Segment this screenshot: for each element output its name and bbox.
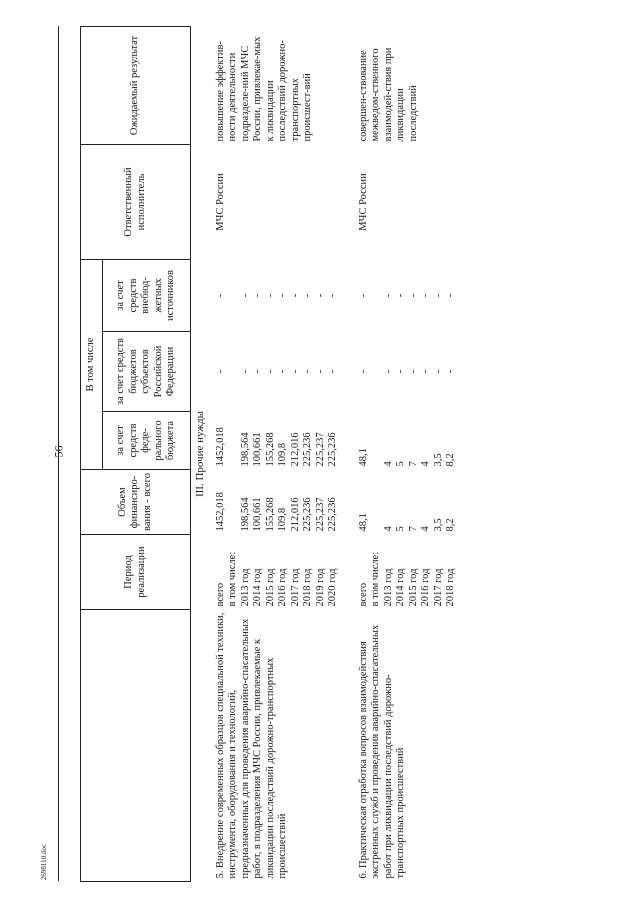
header-extra: за счет средств внебюд-жетных источников	[103, 260, 191, 332]
federal-cell	[370, 412, 383, 470]
federal-cell: 155,268	[264, 432, 276, 467]
table-body	[191, 27, 458, 882]
regional-cell: -	[264, 369, 276, 374]
period-cell: 2015 год	[264, 568, 276, 607]
period-cell: 2016 год	[420, 568, 431, 607]
landscape-table-page	[58, 27, 588, 882]
volume-cell	[370, 470, 383, 535]
regional-cell: -	[327, 369, 338, 374]
regional-cell: -	[314, 369, 326, 374]
regional-cell: -	[252, 369, 263, 374]
volume-cell: 109,8	[277, 507, 288, 532]
header-in-that: В том числе	[81, 260, 103, 470]
table-row	[215, 27, 228, 882]
extra-cell: -	[277, 293, 288, 298]
regional-cell: -	[289, 369, 301, 374]
extra-cell: -	[314, 293, 326, 298]
period-cell: 2014 год	[252, 568, 263, 607]
federal-cell: 109,8	[277, 442, 288, 467]
regional-cell: -	[357, 369, 369, 374]
volume-cell: 155,268	[264, 497, 276, 532]
extra-cell: -	[252, 293, 263, 298]
federal-cell: 8,2	[445, 453, 456, 467]
row-gap-cell	[340, 27, 358, 882]
volume-cell: 225,237	[314, 497, 326, 532]
document-code: 2698110.doc	[40, 843, 48, 881]
regional-cell: -	[420, 369, 431, 374]
header-blank	[59, 535, 81, 610]
volume-cell: 8,2	[445, 518, 456, 532]
responsible-cell: МЧС России	[357, 173, 369, 231]
extra-cell: -	[302, 293, 313, 298]
federal-cell: 3,5	[432, 453, 444, 467]
responsible-cell: МЧС России	[214, 173, 226, 231]
volume-cell: 4	[382, 526, 394, 532]
header-blank	[59, 470, 81, 535]
activity-description: 5. Внедрение современных образцов специальной техники, инструмента, оборудования и технологий, предназначенных для проведения аварийно-спасательных работ, в подразделения МЧС России, привлекаемые к ликвидации последствий дорожно-транспортных происшествий	[214, 612, 288, 879]
volume-cell: 225,236	[327, 497, 338, 532]
extra-cell: -	[289, 293, 301, 298]
result-cell: совершен-ствование межведом-ственного взаимодей-ствия при ликвидации последствий	[357, 47, 419, 142]
volume-cell: 48,1	[357, 513, 369, 532]
federal-cell: 5	[395, 461, 406, 467]
period-cell: 2016 год	[277, 568, 288, 607]
federal-cell: 225,237	[314, 432, 326, 467]
extra-cell: -	[382, 293, 394, 298]
volume-cell: 1452,018	[214, 492, 226, 532]
header-blank	[59, 412, 81, 470]
activity-description: 6. Практическая отработка вопросов взаимодействия экстренных служб и проведения аварийно-спасательных работ при ликвидации последствий дорожно-транспортных происшествий	[357, 624, 406, 879]
volume-cell: 7	[407, 526, 419, 532]
volume-cell	[227, 470, 240, 535]
extra-cell: -	[420, 293, 431, 298]
volume-cell: 4	[420, 526, 431, 532]
extra-cell: -	[432, 293, 444, 298]
regional-cell: -	[395, 369, 406, 374]
federal-cell: 212,016	[289, 432, 301, 467]
federal-cell: 198,564	[239, 432, 251, 467]
federal-cell: 7	[407, 461, 419, 467]
row-gap	[340, 27, 358, 882]
header-period: Период реализации	[81, 535, 191, 610]
volume-cell: 225,236	[302, 497, 313, 532]
federal-cell: 100,661	[252, 432, 263, 467]
federal-cell: 225,236	[302, 432, 313, 467]
regional-cell: -	[445, 369, 456, 374]
period-cell: 2014 год	[395, 568, 406, 607]
header-blank	[59, 260, 81, 332]
extra-cell	[370, 260, 383, 332]
period-cell: 2017 год	[289, 568, 301, 607]
header-volume: Объем финансиро-вания - всего	[81, 470, 191, 535]
federal-cell: 4	[382, 461, 394, 467]
regional-cell: -	[302, 369, 313, 374]
extra-cell: -	[239, 293, 251, 298]
extra-cell: -	[327, 293, 338, 298]
extra-cell: -	[407, 293, 419, 298]
regional-cell: -	[432, 369, 444, 374]
regional-cell: -	[277, 369, 288, 374]
extra-cell: -	[214, 293, 226, 298]
result-cell: повышение эффектив-ности деятельности подразделе-ний МЧС России, привлекае-мых к ликвидации последствий дорожно-транспортных происшест-вий	[214, 36, 313, 142]
period-cell: 2020 год	[327, 568, 338, 607]
period-cell: в том числе:	[227, 551, 238, 607]
header-blank	[59, 145, 81, 260]
page-number: 56	[51, 445, 66, 458]
volume-cell: 3,5	[432, 518, 444, 532]
extra-cell	[227, 260, 240, 332]
period-cell: 2019 год	[314, 568, 326, 607]
federal-cell: 4	[420, 461, 431, 467]
period-cell: 2018 год	[302, 568, 313, 607]
period-cell: 2013 год	[239, 568, 251, 607]
period-cell: в том числе:	[370, 551, 381, 607]
period-cell: всего	[214, 582, 226, 607]
extra-cell: -	[445, 293, 456, 298]
section-title: III. Прочие нужды	[194, 410, 206, 498]
period-cell: 2015 год	[407, 568, 419, 607]
header-description	[81, 610, 191, 882]
header-federal: за счет средств феде-рального бюджета	[103, 412, 191, 470]
period-cell: 2013 год	[382, 568, 394, 607]
regional-cell	[370, 332, 383, 412]
regional-cell	[227, 332, 240, 412]
regional-cell: -	[407, 369, 419, 374]
period-cell: всего	[357, 582, 369, 607]
federal-cell: 1452,018	[214, 427, 226, 467]
regional-cell: -	[239, 369, 251, 374]
regional-cell: -	[214, 369, 226, 374]
program-table	[58, 26, 458, 882]
federal-cell: 48,1	[357, 448, 369, 467]
volume-cell: 212,016	[289, 497, 301, 532]
volume-cell: 5	[395, 526, 406, 532]
extra-cell: -	[264, 293, 276, 298]
header-blank	[59, 610, 81, 882]
volume-cell: 100,661	[252, 497, 263, 532]
regional-cell: -	[382, 369, 394, 374]
header-result: Ожидаемый результат	[81, 27, 191, 145]
period-cell: 2017 год	[432, 568, 444, 607]
table-row	[358, 27, 371, 882]
header-blank	[59, 332, 81, 412]
federal-cell	[227, 412, 240, 470]
federal-cell: 225,236	[327, 432, 338, 467]
volume-cell: 198,564	[239, 497, 251, 532]
period-cell: 2018 год	[445, 568, 456, 607]
header-responsible: Ответственный исполнитель	[81, 145, 191, 260]
header-blank	[59, 27, 81, 145]
header-regional: за счет средств бюджетов субъектов Российской Федерации	[103, 332, 191, 412]
extra-cell: -	[395, 293, 406, 298]
extra-cell: -	[357, 293, 369, 298]
